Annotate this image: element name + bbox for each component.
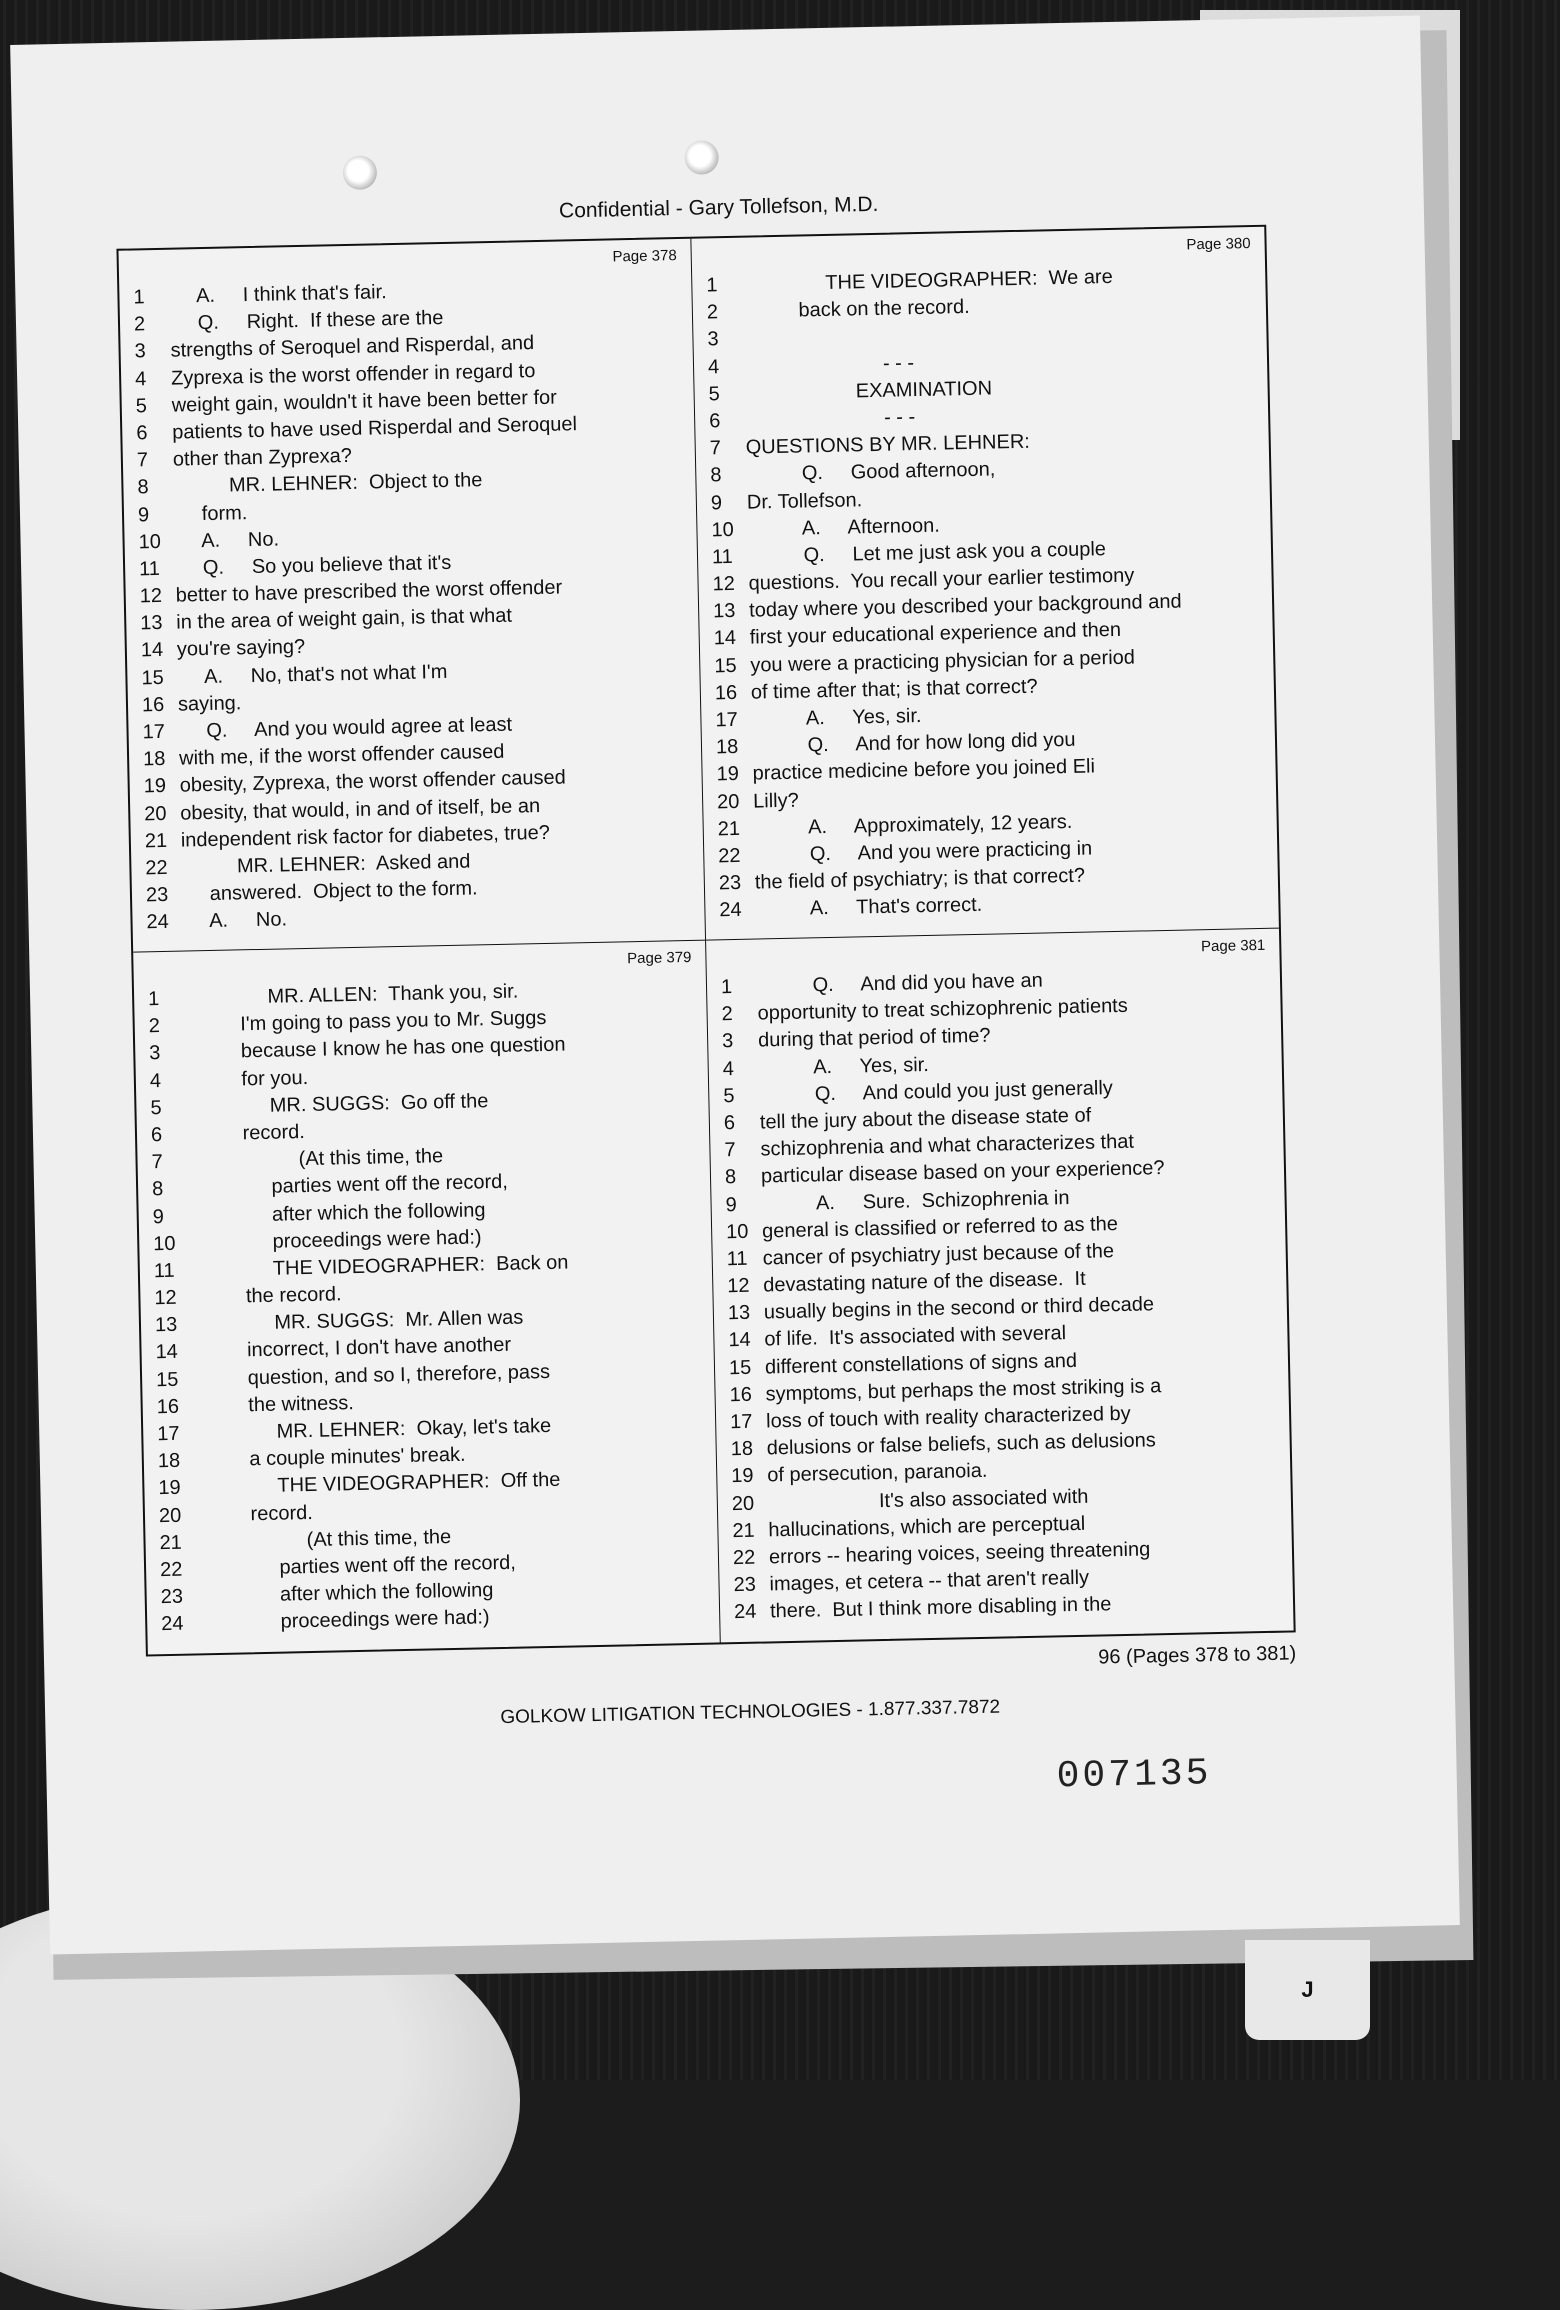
line-text: A. Yes, sir. (758, 1053, 930, 1080)
line-number: 6 (708, 410, 721, 433)
line-text: parties went off the record, (187, 1171, 509, 1200)
line-text: strengths of Seroquel and Risperdal, and (170, 332, 535, 363)
line-number: 24 (719, 899, 742, 922)
line-text: THE VIDEOGRAPHER: Off the (194, 1469, 561, 1499)
line-text: answered. Object to the form. (181, 877, 478, 906)
line-number: 20 (716, 790, 740, 813)
line-number: 7 (724, 1139, 736, 1162)
line-text: Q. And you would agree at least (178, 713, 513, 743)
page-number-label: Page 379 (627, 948, 692, 968)
line-number: 12 (712, 572, 736, 596)
line-text: - - - (744, 406, 916, 432)
line-text: you were a practicing physician for a period (750, 646, 1136, 677)
line-number: 21 (732, 1519, 755, 1542)
line-number: 9 (152, 1205, 165, 1228)
line-number: 3 (721, 1030, 734, 1053)
line-number: 2 (133, 313, 146, 336)
line-number: 1 (706, 274, 718, 297)
line-text: A. Afternoon. (747, 514, 940, 541)
line-number: 16 (156, 1395, 180, 1419)
line-number: 18 (715, 736, 739, 759)
line-text: I'm going to pass you to Mr. Suggs (184, 1007, 547, 1037)
line-text: questions. You recall your earlier testimony (748, 564, 1135, 595)
line-text: devastating nature of the disease. It (763, 1267, 1086, 1297)
line-text: back on the record. (742, 296, 970, 323)
line-number: 9 (725, 1193, 737, 1216)
company-footer: GOLKOW LITIGATION TECHNOLOGIES - 1.877.337.7872 (500, 1696, 1001, 1729)
line-number: 23 (145, 883, 169, 907)
line-text: hallucinations, which are perceptual (768, 1512, 1086, 1542)
line-text: usually begins in the second or third decade (763, 1293, 1155, 1324)
line-text: A. Yes, sir. (751, 705, 922, 731)
line-number: 22 (145, 856, 168, 880)
line-number: 18 (142, 748, 166, 771)
line-number: 20 (731, 1492, 755, 1515)
line-text: Q. Right. If these are the (169, 307, 444, 335)
line-number: 1 (720, 976, 733, 999)
line-text: Q. And you were practicing in (754, 837, 1093, 867)
line-text: A. No, that's not what I'm (177, 660, 448, 689)
line-text: saying. (177, 692, 242, 716)
line-text: after which the following (188, 1198, 486, 1227)
line-number: 17 (715, 708, 738, 732)
line-text: loss of touch with reality characterized by (765, 1402, 1131, 1433)
line-number: 19 (716, 763, 740, 786)
line-number: 23 (160, 1585, 184, 1609)
page-number-label: Page 381 (1200, 936, 1266, 956)
line-number: 17 (157, 1422, 180, 1446)
line-number: 20 (144, 802, 167, 825)
page-range-footer: 96 (Pages 378 to 381) (1098, 1642, 1297, 1669)
line-number: 17 (729, 1410, 753, 1434)
line-text: the record. (190, 1283, 342, 1309)
line-text: MR. LEHNER: Object to the (173, 469, 483, 498)
line-text: the field of psychiatry; is that correct? (754, 864, 1086, 894)
panel-page-378 (118, 239, 706, 953)
page-number-label: Page 378 (612, 247, 677, 266)
line-text: A. That's correct. (755, 894, 983, 921)
line-text: Q. Let me just ask you a couple (747, 538, 1107, 568)
line-number: 18 (730, 1437, 754, 1461)
line-number: 11 (726, 1247, 748, 1271)
line-text: for you. (185, 1066, 309, 1092)
line-text: patients to have used Risperdal and Seroquel (172, 413, 578, 444)
line-number: 5 (135, 394, 148, 418)
punch-hole (343, 155, 378, 190)
line-text: MR. SUGGS: Mr. Allen was (190, 1306, 524, 1336)
transcript-lines (133, 273, 691, 937)
line-text: MR. LEHNER: Asked and (181, 850, 471, 879)
line-text: errors -- hearing voices, seeing threatening (768, 1538, 1151, 1569)
line-text: during that period of time? (757, 1025, 991, 1052)
line-number: 24 (146, 911, 170, 934)
line-number: 2 (706, 301, 719, 324)
line-number: 8 (710, 464, 722, 487)
bates-number: 007135 (1056, 1752, 1212, 1799)
line-text: Dr. Tollefson. (746, 488, 863, 514)
panel-page-379 (133, 941, 721, 1655)
line-text: record. (186, 1120, 306, 1146)
line-number: 18 (157, 1449, 181, 1473)
line-number: 19 (731, 1465, 754, 1488)
line-text: there. But I think more disabling in the (769, 1593, 1112, 1623)
line-number: 9 (137, 503, 150, 526)
line-number: 11 (711, 545, 734, 569)
line-number: 14 (728, 1329, 751, 1352)
line-number: 13 (727, 1302, 751, 1325)
line-text: (At this time, the (187, 1145, 444, 1173)
line-number: 19 (143, 775, 167, 798)
line-number: 1 (147, 988, 160, 1011)
line-number: 4 (722, 1057, 735, 1080)
line-number: 1 (133, 286, 145, 309)
transcript-grid (116, 225, 1295, 1657)
line-number: 14 (140, 639, 164, 662)
line-text: - - - (743, 351, 915, 378)
panel-page-381 (706, 929, 1294, 1643)
line-text: practice medicine before you joined Eli (752, 755, 1096, 785)
line-text: today where you described your background and (748, 590, 1182, 622)
line-text: Q. And could you just generally (759, 1076, 1113, 1107)
line-number: 14 (713, 627, 737, 650)
line-number: 15 (155, 1368, 179, 1391)
line-text: proceedings were had:) (189, 1226, 482, 1255)
line-text: (At this time, the (195, 1525, 452, 1554)
line-number: 10 (711, 518, 734, 542)
line-text: the witness. (192, 1391, 355, 1418)
line-text: Zyprexa is the worst offender in regard to (170, 359, 536, 390)
line-number: 8 (137, 476, 149, 499)
line-text: A. No. (174, 528, 280, 553)
line-number: 22 (718, 844, 741, 868)
line-text: A. No. (182, 908, 288, 933)
line-text: THE VIDEOGRAPHER: We are (742, 265, 1113, 296)
line-number: 11 (138, 557, 161, 581)
transcript-lines (706, 261, 1265, 925)
line-number: 21 (159, 1531, 183, 1554)
line-text: particular disease based on your experience? (760, 1157, 1165, 1188)
line-number: 3 (149, 1042, 161, 1065)
page-header: Confidential - Gary Tollefson, M.D. (558, 192, 879, 223)
line-text: EXAMINATION (744, 377, 993, 405)
line-text: THE VIDEOGRAPHER: Back on (189, 1251, 569, 1282)
line-number: 19 (158, 1477, 181, 1500)
line-text: Q. Good afternoon, (746, 458, 996, 486)
line-text: schizophrenia and what characterizes that (760, 1130, 1135, 1161)
line-text: proceedings were had:) (197, 1606, 490, 1635)
line-number: 21 (144, 829, 168, 853)
line-text: a couple minutes' break. (193, 1443, 466, 1472)
line-text: A. Approximately, 12 years. (753, 810, 1073, 840)
line-text: A. Sure. Schizophrenia in (761, 1186, 1070, 1215)
line-text: incorrect, I don't have another (191, 1334, 512, 1363)
line-number: 16 (141, 693, 165, 717)
line-text: Lilly? (752, 789, 799, 813)
line-number: 10 (725, 1220, 749, 1243)
page-number-label: Page 380 (1186, 235, 1251, 254)
transcript-lines (148, 975, 706, 1639)
line-number: 12 (727, 1274, 750, 1298)
line-number: 4 (134, 367, 147, 390)
line-text: MR. ALLEN: Thank you, sir. (183, 980, 519, 1010)
line-text: Q. So you believe that it's (174, 551, 452, 580)
line-number: 24 (161, 1613, 184, 1636)
line-text: weight gain, wouldn't it have been better for (171, 386, 558, 417)
line-text: after which the following (196, 1579, 494, 1608)
line-text: images, et cetera -- that aren't really (769, 1566, 1090, 1596)
line-text: A. I think that's fair. (169, 281, 387, 308)
line-text: question, and so I, therefore, pass (191, 1360, 551, 1391)
line-number: 16 (729, 1383, 753, 1407)
line-text: of time after that; is that correct? (750, 675, 1038, 704)
line-number: 14 (155, 1341, 179, 1364)
line-number: 16 (714, 681, 738, 705)
line-number: 13 (140, 612, 163, 635)
line-number: 12 (154, 1286, 177, 1310)
line-number: 3 (134, 340, 146, 363)
line-text: of life. It's associated with several (764, 1322, 1067, 1351)
line-text: better to have prescribed the worst offender (175, 576, 563, 607)
transcript-page (10, 15, 1460, 1954)
line-text: you're saying? (176, 636, 306, 662)
line-number: 13 (154, 1314, 178, 1337)
line-text: Q. And for how long did you (751, 729, 1076, 758)
line-text: because I know he has one question (185, 1033, 566, 1064)
line-text: different constellations of signs and (764, 1349, 1078, 1379)
line-number: 7 (136, 449, 149, 472)
line-text: obesity, that would, in and of itself, be an (180, 794, 541, 825)
line-number: 6 (136, 422, 148, 445)
line-text: opportunity to treat schizophrenic patients (757, 994, 1128, 1025)
line-text: delusions or false beliefs, such as delusions (766, 1429, 1156, 1460)
line-number: 21 (717, 817, 741, 841)
line-text: record. (194, 1501, 313, 1526)
line-number: 22 (732, 1546, 756, 1570)
line-number: 4 (149, 1069, 162, 1092)
line-text: cancer of psychiatry just because of the (762, 1239, 1115, 1270)
line-text: It's also associated with (767, 1485, 1089, 1514)
line-number: 5 (150, 1096, 162, 1120)
line-text: of persecution, paranoia. (767, 1460, 988, 1487)
line-number: 5 (708, 382, 720, 406)
line-number: 5 (723, 1084, 735, 1108)
transcript-lines (721, 963, 1280, 1627)
line-number: 7 (709, 437, 722, 460)
line-number: 24 (733, 1601, 757, 1624)
punch-hole (684, 140, 719, 175)
line-number: 3 (707, 328, 719, 351)
line-text: independent risk factor for diabetes, true? (180, 821, 551, 852)
line-text: parties went off the record, (195, 1551, 517, 1581)
line-text: with me, if the worst offender caused (178, 740, 505, 770)
line-number: 17 (142, 720, 166, 744)
line-number: 2 (148, 1015, 161, 1038)
line-text: form. (173, 501, 248, 526)
line-number: 15 (141, 666, 164, 689)
line-number: 11 (153, 1259, 175, 1283)
line-number: 23 (718, 871, 742, 895)
index-tab[interactable]: J (1245, 1940, 1370, 2040)
line-text: MR. LEHNER: Okay, let's take (193, 1414, 552, 1445)
line-text: Q. And did you have an (756, 969, 1043, 998)
line-text: first your educational experience and then (749, 619, 1122, 650)
panel-page-380 (691, 227, 1279, 941)
line-number: 20 (158, 1504, 182, 1527)
line-text: other than Zyprexa? (172, 445, 353, 471)
line-number: 6 (723, 1111, 736, 1135)
line-text: tell the jury about the disease state of (759, 1104, 1092, 1134)
line-number: 12 (139, 584, 163, 608)
line-number: 7 (151, 1151, 163, 1174)
line-number: 4 (707, 355, 720, 378)
line-number: 15 (728, 1356, 752, 1379)
line-number: 6 (150, 1123, 163, 1147)
line-number: 10 (138, 530, 162, 554)
line-number: 2 (721, 1003, 733, 1026)
line-number: 15 (714, 654, 737, 677)
line-text: MR. SUGGS: Go off the (186, 1089, 489, 1119)
line-number: 9 (710, 491, 723, 514)
line-number: 13 (712, 600, 736, 623)
line-number: 22 (159, 1558, 183, 1582)
line-text: symptoms, but perhaps the most striking is a (765, 1374, 1162, 1406)
line-text: QUESTIONS BY MR. LEHNER: (745, 430, 1031, 459)
line-number: 23 (733, 1573, 757, 1597)
line-text: in the area of weight gain, is that what (176, 604, 513, 634)
line-number: 8 (724, 1166, 737, 1189)
line-number: 8 (151, 1178, 164, 1201)
line-text: obesity, Zyprexa, the worst offender caused (179, 766, 566, 797)
line-text: general is classified or referred to as the (761, 1212, 1119, 1243)
line-number: 10 (153, 1232, 176, 1255)
